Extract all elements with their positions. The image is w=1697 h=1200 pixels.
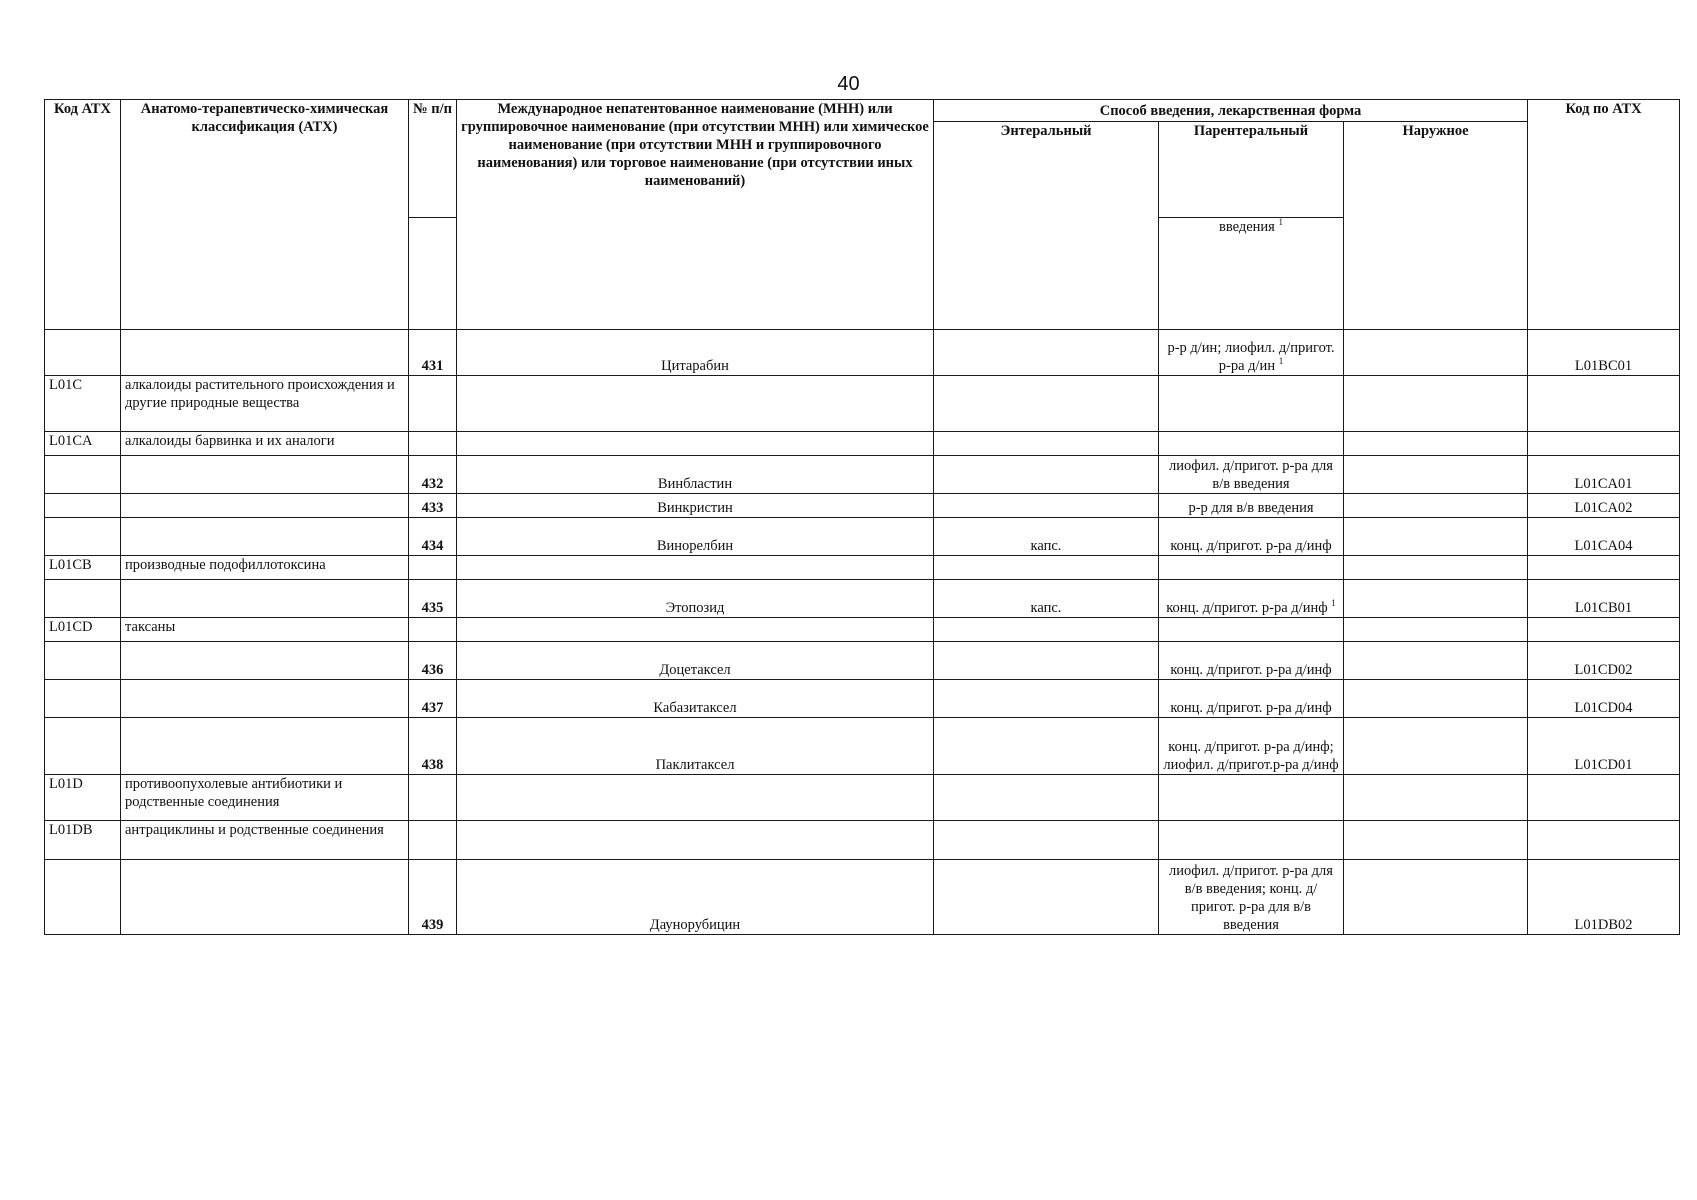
cell-external <box>1344 642 1528 680</box>
cell-mnn <box>457 618 934 642</box>
cell-parenteral: лиофил. д/пригот. р-ра для в/в введения; конц. д/пригот. р-ра для в/в введения <box>1159 860 1344 935</box>
cell-classification <box>121 330 409 376</box>
cell-code: L01DB <box>45 821 121 860</box>
cell-parenteral: р-р для в/в введения <box>1159 494 1344 518</box>
cell-external <box>1344 518 1528 556</box>
cell-atx-code <box>1528 618 1680 642</box>
cell-number: 439 <box>409 860 457 935</box>
page-number: 40 <box>837 73 860 95</box>
cell-parenteral: лиофил. д/пригот. р-ра для в/в введения <box>1159 456 1344 494</box>
cell-atx-code <box>1528 556 1680 580</box>
table-row <box>45 860 1680 935</box>
cell-enteral <box>934 860 1159 935</box>
cell-mnn: Даунорубицин <box>457 860 934 935</box>
cell-code <box>45 330 121 376</box>
cell-number <box>409 376 457 432</box>
cell-parenteral <box>1159 618 1344 642</box>
cell-number <box>409 618 457 642</box>
footnote-mark: 1 <box>1278 217 1283 228</box>
cell-mnn: Доцетаксел <box>457 642 934 680</box>
cell-parenteral <box>1159 432 1344 456</box>
cell-classification <box>121 860 409 935</box>
header-code-by-atx: Код по АТХ <box>1528 100 1680 330</box>
cell-enteral <box>934 821 1159 860</box>
cell-number: 433 <box>409 494 457 518</box>
cell-classification: производные подофиллотоксина <box>121 556 409 580</box>
table-row <box>45 775 1680 821</box>
cell-number <box>409 556 457 580</box>
cell-parenteral: конц. д/пригот. р-ра д/инф $^1$ <box>1159 580 1344 618</box>
cell-classification: таксаны <box>121 618 409 642</box>
cell-enteral <box>934 642 1159 680</box>
cell-external <box>1344 775 1528 821</box>
table-row <box>45 330 1680 376</box>
cell-classification <box>121 456 409 494</box>
cell-number <box>409 821 457 860</box>
cell-mnn: Этопозид <box>457 580 934 618</box>
cell-enteral <box>934 718 1159 775</box>
cell-classification <box>121 494 409 518</box>
cell-parenteral <box>1159 775 1344 821</box>
cell-mnn: Кабазитаксел <box>457 680 934 718</box>
cell-enteral <box>934 376 1159 432</box>
header-number: № п/п <box>409 100 457 218</box>
cell-parenteral: конц. д/пригот. р-ра д/инф; лиофил. д/пригот.р-ра д/инф <box>1159 718 1344 775</box>
cell-mnn: Цитарабин <box>457 330 934 376</box>
cell-external <box>1344 494 1528 518</box>
cell-atx-code <box>1528 775 1680 821</box>
cell-external <box>1344 580 1528 618</box>
table-row <box>45 821 1680 860</box>
cell-enteral <box>934 618 1159 642</box>
cell-classification <box>121 718 409 775</box>
cell-classification <box>121 680 409 718</box>
cell-external <box>1344 432 1528 456</box>
cell-code <box>45 642 121 680</box>
footnote-mark: 1 <box>1278 356 1284 367</box>
cell-external <box>1344 718 1528 775</box>
cell-parenteral <box>1159 556 1344 580</box>
cell-enteral <box>934 432 1159 456</box>
cell-mnn: Винкристин <box>457 494 934 518</box>
table-row <box>45 494 1680 518</box>
cell-atx-code: L01CD04 <box>1528 680 1680 718</box>
cell-code <box>45 718 121 775</box>
cell-enteral <box>934 680 1159 718</box>
cell-external <box>1344 330 1528 376</box>
cell-mnn <box>457 556 934 580</box>
cell-code <box>45 518 121 556</box>
cell-mnn <box>457 775 934 821</box>
cell-number: 434 <box>409 518 457 556</box>
cell-code: L01CA <box>45 432 121 456</box>
header-code-atx: Код АТХ <box>45 100 121 330</box>
cell-atx-code: L01CB01 <box>1528 580 1680 618</box>
cell-atx-code: L01BC01 <box>1528 330 1680 376</box>
cell-enteral <box>934 775 1159 821</box>
cell-code <box>45 680 121 718</box>
header-parenteral-sub: введения $^1$ <box>1159 218 1344 330</box>
cell-atx-code: L01DB02 <box>1528 860 1680 935</box>
cell-number <box>409 432 457 456</box>
cell-mnn <box>457 432 934 456</box>
cell-number: 432 <box>409 456 457 494</box>
cell-parenteral: р-р д/ин; лиофил. д/пригот. р-ра д/ин $^1$ <box>1159 330 1344 376</box>
cell-parenteral: конц. д/пригот. р-ра д/инф <box>1159 680 1344 718</box>
cell-code: L01CD <box>45 618 121 642</box>
cell-parenteral: конц. д/пригот. р-ра д/инф <box>1159 518 1344 556</box>
cell-atx-code <box>1528 432 1680 456</box>
table-body <box>45 330 1680 935</box>
cell-code <box>45 860 121 935</box>
cell-parenteral <box>1159 376 1344 432</box>
table-row <box>45 718 1680 775</box>
header-external: Наружное <box>1344 122 1528 330</box>
table-row <box>45 556 1680 580</box>
header-number-empty <box>409 218 457 330</box>
cell-code: L01CB <box>45 556 121 580</box>
cell-mnn: Винбластин <box>457 456 934 494</box>
cell-atx-code: L01CA01 <box>1528 456 1680 494</box>
table-row <box>45 432 1680 456</box>
cell-mnn: Паклитаксел <box>457 718 934 775</box>
table-row <box>45 376 1680 432</box>
cell-code <box>45 456 121 494</box>
cell-atx-code: L01CA02 <box>1528 494 1680 518</box>
cell-enteral <box>934 556 1159 580</box>
table-row <box>45 642 1680 680</box>
cell-number: 431 <box>409 330 457 376</box>
cell-classification: антрациклины и родственные соединения <box>121 821 409 860</box>
table-header <box>45 100 1680 330</box>
cell-number: 437 <box>409 680 457 718</box>
cell-code: L01C <box>45 376 121 432</box>
table-row <box>45 456 1680 494</box>
cell-code: L01D <box>45 775 121 821</box>
drug-list-table <box>44 99 1680 935</box>
cell-classification: алкалоиды растительного происхождения и другие природные вещества <box>121 376 409 432</box>
cell-enteral <box>934 456 1159 494</box>
cell-atx-code <box>1528 376 1680 432</box>
cell-parenteral <box>1159 821 1344 860</box>
header-classification: Анатомо-терапевтическо-химическая классификация (АТХ) <box>121 100 409 330</box>
cell-code <box>45 494 121 518</box>
table-row <box>45 618 1680 642</box>
cell-classification: алкалоиды барвинка и их аналоги <box>121 432 409 456</box>
cell-parenteral: конц. д/пригот. р-ра д/инф <box>1159 642 1344 680</box>
footnote-mark: 1 <box>1331 598 1336 609</box>
cell-external <box>1344 821 1528 860</box>
cell-number: 435 <box>409 580 457 618</box>
cell-atx-code <box>1528 821 1680 860</box>
table-row <box>45 518 1680 556</box>
cell-enteral <box>934 330 1159 376</box>
table-row <box>45 680 1680 718</box>
header-mnn: Международное непатентованное наименование (МНН) или группировочное наименование (при отсутствии МНН) или химическое наименование (при отсутствии МНН и группировочного наименования) или торговое наименование (при отсутствии иных наименований) <box>457 100 934 330</box>
cell-number <box>409 775 457 821</box>
cell-code <box>45 580 121 618</box>
cell-external <box>1344 456 1528 494</box>
cell-mnn <box>457 376 934 432</box>
cell-atx-code: L01CD01 <box>1528 718 1680 775</box>
cell-external <box>1344 618 1528 642</box>
cell-number: 438 <box>409 718 457 775</box>
header-route-group: Способ введения, лекарственная форма <box>934 100 1528 122</box>
cell-enteral <box>934 494 1159 518</box>
cell-classification: противоопухолевые антибиотики и родственные соединения <box>121 775 409 821</box>
header-enteral: Энтеральный <box>934 122 1159 330</box>
cell-external <box>1344 680 1528 718</box>
cell-enteral: капс. <box>934 580 1159 618</box>
cell-enteral: капс. <box>934 518 1159 556</box>
cell-external <box>1344 860 1528 935</box>
cell-external <box>1344 376 1528 432</box>
cell-mnn: Винорелбин <box>457 518 934 556</box>
cell-external <box>1344 556 1528 580</box>
cell-number: 436 <box>409 642 457 680</box>
cell-classification <box>121 518 409 556</box>
cell-classification <box>121 642 409 680</box>
cell-mnn <box>457 821 934 860</box>
cell-atx-code: L01CD02 <box>1528 642 1680 680</box>
cell-atx-code: L01CA04 <box>1528 518 1680 556</box>
header-parenteral: Парентеральный <box>1159 122 1344 218</box>
cell-classification <box>121 580 409 618</box>
table-row <box>45 580 1680 618</box>
